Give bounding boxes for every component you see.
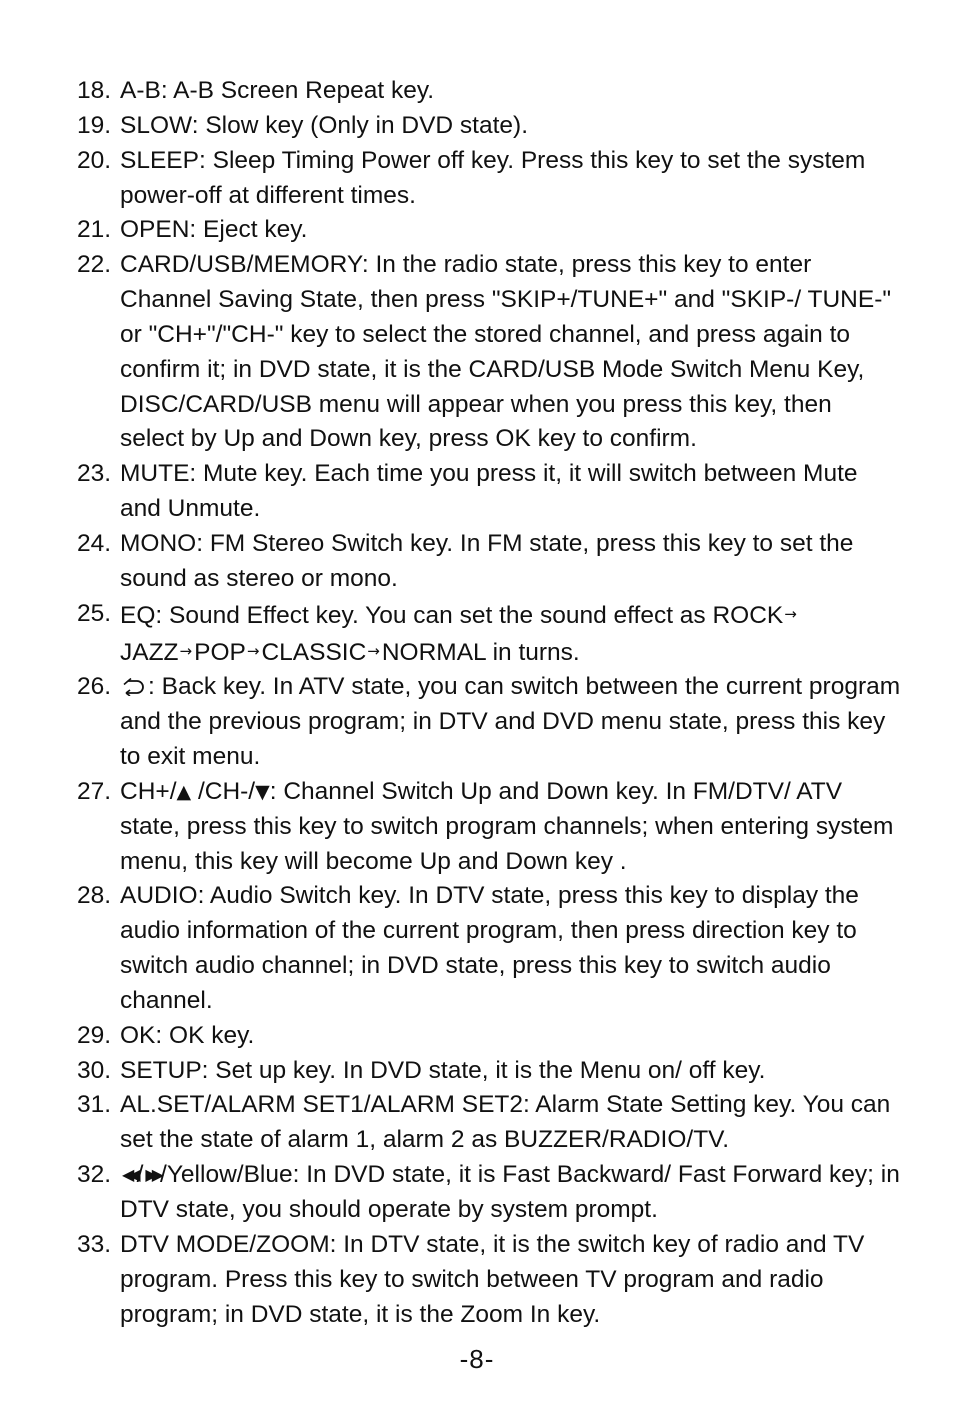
item-text: : Channel Switch Up and Down key. In FM/DTV/ ATV state, press this key to switch program channels; when entering system menu, this key will become Up and Down key . [120, 777, 894, 875]
fast-backward-icon: ◀◀ [122, 1165, 135, 1185]
arrow-right-icon: → [367, 641, 380, 660]
list-item [0, 109, 954, 144]
item-text: OK: OK key. [120, 1021, 255, 1049]
item-number: 29. [77, 1021, 112, 1049]
item-text: /Yellow/Blue: In DVD state, it is Fast Backward/ Fast Forward key; in DTV state, you should operate by system prompt. [120, 1161, 900, 1223]
list-item [0, 248, 954, 457]
arrow-right-icon: → [179, 641, 193, 660]
item-number: 24. [77, 529, 112, 557]
triangle-up-icon: ▲ [176, 780, 192, 803]
item-text: NORMAL in turns. [381, 638, 580, 666]
arrow-right-icon: → [784, 604, 797, 623]
list-item [0, 597, 954, 671]
list-item [0, 457, 954, 527]
item-text: AUDIO: Audio Switch key. In DTV state, press this key to display the audio information of the current program, then press direction key to switch audio channel; in DVD state, press this key to switch audio channel. [120, 882, 859, 1014]
item-number: 19. [77, 111, 112, 139]
item-number: 23. [77, 460, 112, 488]
item-number: 30. [77, 1056, 112, 1084]
item-text: MUTE: Mute key. Each time you press it, it will switch between Mute and Unmute. [120, 460, 858, 523]
list-item [0, 144, 954, 214]
item-number: 25. [77, 599, 112, 627]
item-number: 21. [77, 216, 112, 244]
item-text: /CH-/ [191, 777, 256, 805]
fast-forward-icon: ▶▶ [145, 1165, 159, 1185]
item-text: SLOW: Slow key (Only in DVD state). [120, 111, 528, 139]
item-text: EQ: Sound Effect key. You can set the sound effect as ROCK [120, 601, 784, 629]
item-text: JAZZ [120, 638, 179, 666]
back-icon [120, 678, 146, 696]
list-item [0, 775, 954, 880]
list-item [0, 1088, 954, 1158]
item-number: 28. [77, 882, 112, 910]
triangle-down-icon: ▼ [255, 780, 270, 803]
list-item [0, 879, 954, 1018]
item-text: POP [194, 638, 246, 666]
list-item [0, 1054, 954, 1089]
item-number: 20. [77, 146, 112, 174]
item-text: SLEEP: Sleep Timing Power off key. Press this key to set the system power-off at different times. [120, 146, 866, 209]
list-item [0, 74, 954, 109]
arrow-right-icon: → [246, 641, 260, 660]
item-text: DTV MODE/ZOOM: In DTV state, it is the switch key of radio and TV program. Press this key to switch between TV program and radio program; in DVD state, it is the Zoom In key. [120, 1230, 865, 1328]
page-number: -8- [459, 1344, 495, 1374]
item-number: 33. [77, 1230, 112, 1258]
item-text: SETUP: Set up key. In DVD state, it is the Menu on/ off key. [120, 1056, 766, 1084]
list-item [0, 1158, 954, 1228]
item-text: CLASSIC [261, 638, 367, 666]
list-item [0, 213, 954, 248]
item-text: : Back key. In ATV state, you can switch between the current program and the previous program; in DTV and DVD menu state, press this key to exit menu. [120, 673, 901, 771]
list-item [0, 670, 954, 775]
list-item [0, 1228, 954, 1333]
item-text: CARD/USB/MEMORY: In the radio state, press this key to enter Channel Saving State, then press "SKIP+/TUNE+" and "SKIP-/ TUNE-" or "CH+"/"CH-" key to select the stored channel, and press again to confirm it; in DVD state, it is the CARD/USB Mode Switch Menu Key, DISC/CARD/USB menu will appear when you press this key, then select by Up and Down key, press OK key to confirm. [120, 251, 892, 453]
list-item [0, 1019, 954, 1054]
item-text: AL.SET/ALARM SET1/ALARM SET2: Alarm State Setting key. You can set the state of alarm 1, alarm 2 as BUZZER/RADIO/TV. [120, 1091, 891, 1154]
item-number: 32. [77, 1161, 112, 1189]
list-item [0, 527, 954, 597]
item-text: MONO: FM Stereo Switch key. In FM state, press this key to set the sound as stereo or mono. [120, 529, 854, 592]
key-description-list [0, 74, 954, 1332]
item-text: OPEN: Eject key. [120, 216, 308, 244]
item-number: 27. [77, 777, 112, 805]
item-text: / [136, 1161, 144, 1189]
item-text: A-B: A-B Screen Repeat key. [120, 77, 435, 104]
item-number: 26. [77, 673, 112, 701]
item-number: 31. [77, 1091, 112, 1119]
item-number: 18. [77, 77, 112, 104]
item-text: CH+/ [120, 777, 177, 805]
item-number: 22. [77, 251, 112, 279]
